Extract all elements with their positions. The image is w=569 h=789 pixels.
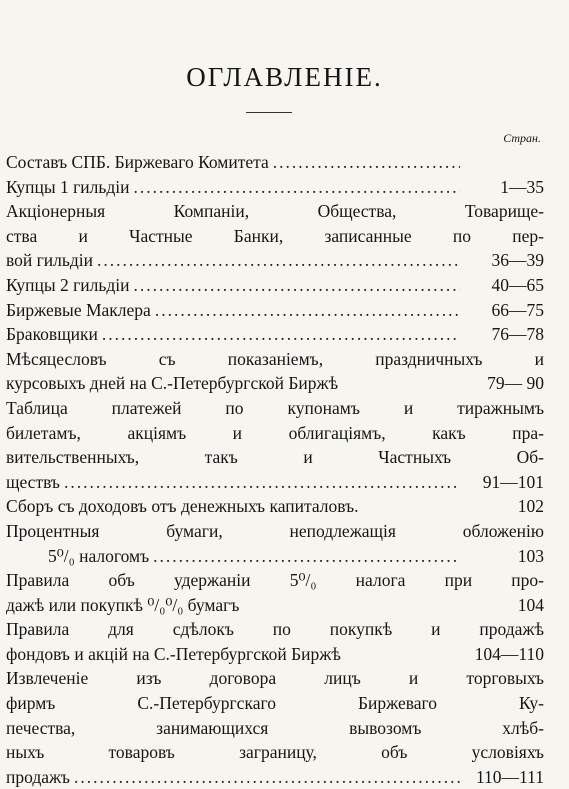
leader-dots [155, 298, 460, 323]
toc-entry-page: 40—65 [491, 274, 544, 295]
toc-entry-text: Браковщики [6, 324, 98, 345]
toc-entry-page: 104 [517, 594, 544, 615]
toc-entry-text: Акціонерныя Компаніи, Общества, Товарище- [6, 201, 544, 222]
toc-entry-text: ществъ [6, 471, 60, 492]
toc-entry [6, 322, 544, 347]
page-title: ОГЛАВЛЕНІЕ. [186, 62, 383, 92]
toc-entry-text: 5⁰/₀ налогомъ [48, 545, 150, 566]
toc-entry-text: фирмъ С.-Петербургскаго Биржеваго Ку- [6, 693, 544, 714]
toc-entry [6, 494, 544, 519]
toc-entry-text: ныхъ товаровъ заграницу, объ условіяхъ [6, 742, 544, 763]
toc-entry-text: Сборъ съ доходовъ отъ денежныхъ капиталовъ. [6, 496, 359, 517]
toc-entry [6, 519, 544, 568]
toc-entry-page: 66—75 [491, 299, 544, 320]
toc-entry [6, 175, 544, 200]
toc-entry-page: 91—101 [482, 471, 544, 492]
toc-entry-text: Извлеченіе изъ договора лицъ и торговыхъ [6, 668, 544, 689]
toc-entry-text: Правила объ удержаніи 5⁰/₀ налога при про- [6, 570, 544, 591]
leader-dots [133, 273, 460, 298]
toc-entry-text: Правила для сдѣлокъ по покупкѣ и продажѣ [6, 619, 544, 640]
toc-entry-text: продажъ [6, 766, 70, 787]
toc-entry-page: 103 [517, 545, 544, 566]
toc-entry-page: 1—35 [500, 176, 544, 197]
toc-entry-text: дажѣ или покупкѣ ⁰/₀⁰/₀ бумагъ [6, 594, 240, 615]
leader-dots [133, 175, 460, 200]
toc-entry-text: ства и Частные Банки, записанные по пер- [6, 225, 544, 246]
toc-entry-text: Мѣсяцесловъ съ показаніемъ, праздничныхъ и [6, 348, 544, 369]
toc-entry-text: Составъ СПБ. Биржеваго Комитета [6, 152, 269, 172]
toc-entry [6, 617, 544, 666]
toc-entry-page: 104—110 [474, 643, 544, 664]
leader-dots [153, 544, 460, 569]
page-column-header: Стран. [503, 131, 541, 145]
toc-entry-page: 102 [517, 496, 544, 517]
leader-dots [102, 322, 460, 347]
toc-entry-text: печества, занимающихся вывозомъ хлѣб- [6, 717, 544, 738]
toc-entry-page: 36—39 [491, 250, 544, 271]
toc-entry [6, 150, 544, 175]
leader-dots [97, 248, 460, 273]
leader-dots [64, 470, 460, 495]
toc-entry-text: Таблица платежей по купонамъ и тиражнымъ [6, 397, 544, 418]
leader-dots [74, 765, 460, 789]
toc-entry-text: вительственныхъ, такъ и Частныхъ Об- [6, 447, 544, 468]
toc-entry [6, 199, 544, 273]
toc-entry-text: билетамъ, акціямъ и облигаціямъ, какъ пра- [6, 422, 544, 443]
toc-entry [6, 298, 544, 323]
toc-entry [6, 347, 544, 396]
toc-entry-text: курсовыхъ дней на С.-Петербургской Биржѣ [6, 373, 339, 394]
toc-entry [6, 396, 544, 494]
toc-entry-page: 110—111 [475, 766, 544, 787]
table-of-contents [6, 150, 544, 789]
toc-entry [6, 273, 544, 298]
title-rule [246, 112, 292, 113]
toc-entry-text: Купцы 2 гильдіи [6, 274, 130, 295]
toc-entry [6, 568, 544, 617]
toc-entry-text: фондовъ и акцій на С.-Петербургской Биржѣ [6, 643, 341, 664]
toc-entry-page: 76—78 [491, 324, 544, 345]
toc-entry-text: Купцы 1 гильдіи [6, 176, 130, 197]
toc-entry-text: вой гильдіи [6, 250, 94, 271]
toc-entry [6, 666, 544, 789]
toc-entry-page: 79— 90 [487, 373, 544, 394]
toc-entry-text: Биржевые Маклера [6, 299, 151, 320]
leader-dots [273, 150, 460, 175]
toc-entry-text: Процентныя бумаги, неподлежащія обложенію [6, 520, 544, 541]
